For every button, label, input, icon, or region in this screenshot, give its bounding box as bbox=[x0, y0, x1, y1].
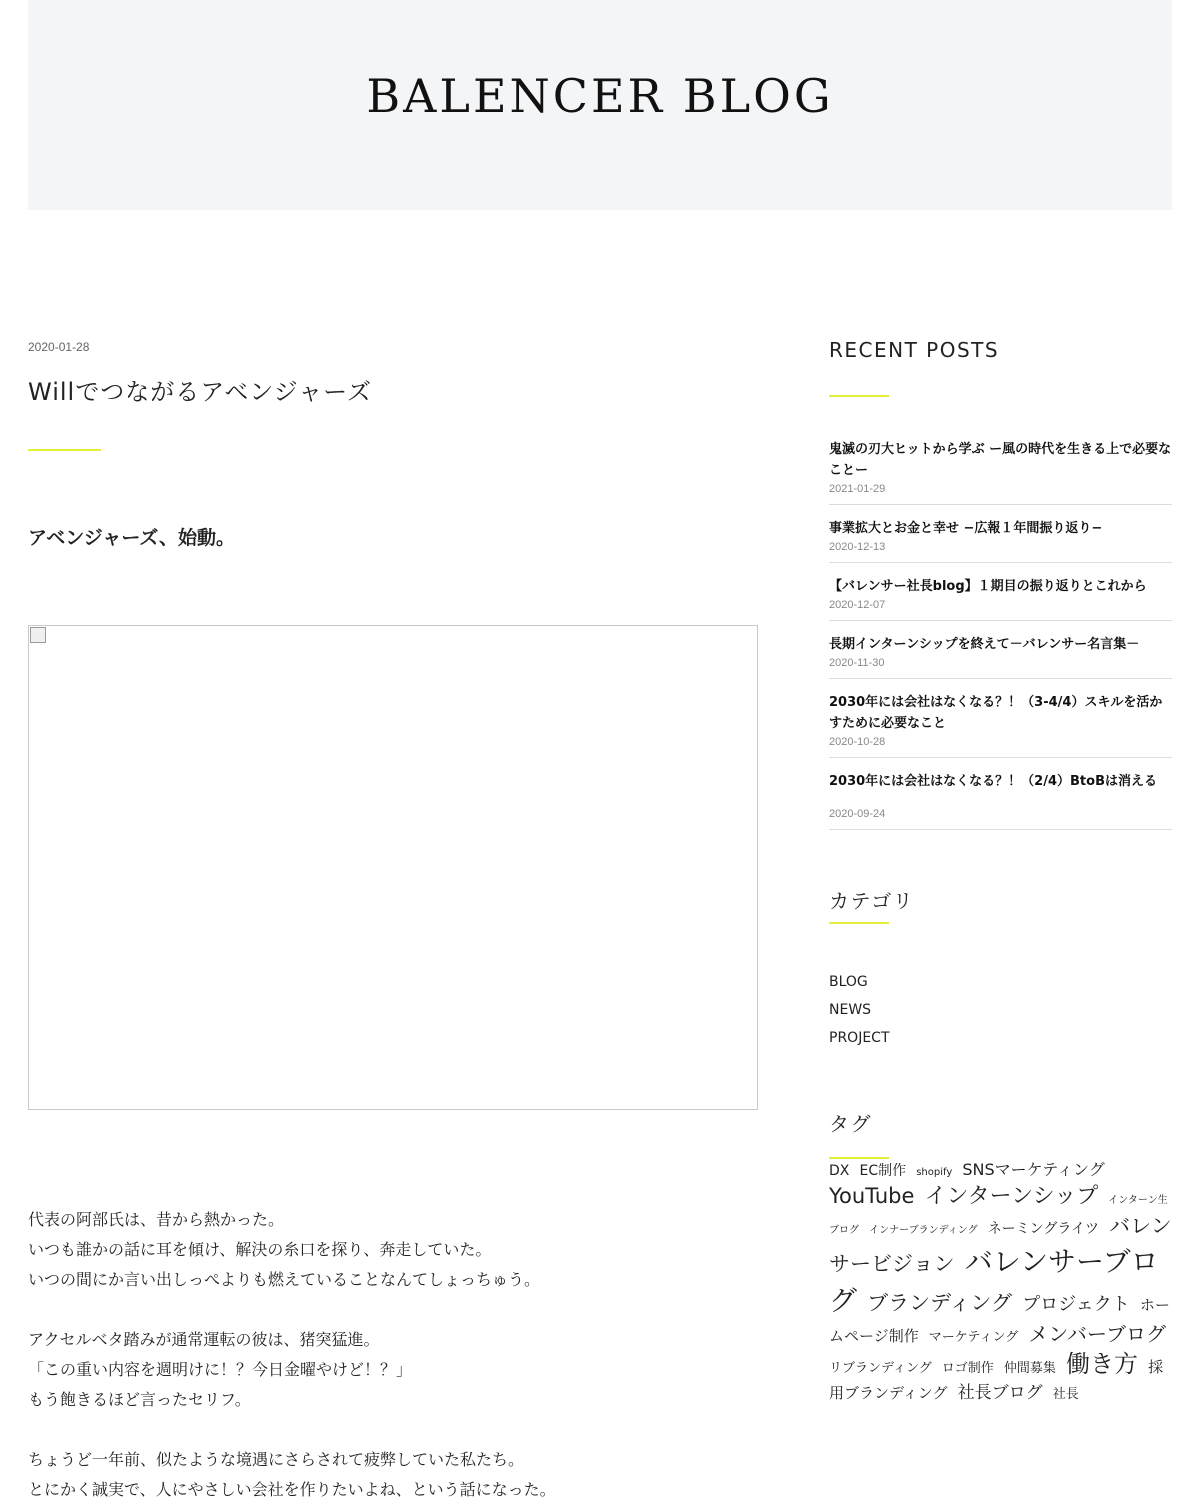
tag-link[interactable]: EC制作 bbox=[859, 1163, 907, 1179]
post-article bbox=[28, 340, 758, 1499]
site-header bbox=[28, 0, 1172, 210]
post-title: Willでつながるアベンジャーズ bbox=[28, 378, 372, 406]
category-accent-line bbox=[829, 922, 889, 924]
tag-link[interactable]: プロジェクト bbox=[1022, 1293, 1130, 1315]
recent-post-date: 2020-12-13 bbox=[829, 541, 886, 553]
tag-link[interactable]: 社長 bbox=[1052, 1386, 1079, 1402]
post-line: もう飽きるほど言ったセリフ。 bbox=[28, 1390, 251, 1409]
recent-post-item bbox=[829, 771, 1172, 830]
category-title: カテゴリ bbox=[829, 889, 915, 913]
sidebar bbox=[829, 338, 1172, 1406]
recent-post-date: 2020-11-30 bbox=[829, 657, 885, 669]
site-logo-link[interactable]: BALENCER BLOG bbox=[366, 69, 834, 123]
recent-post-date: 2020-12-07 bbox=[829, 599, 886, 611]
recent-post-date: 2021-01-29 bbox=[829, 483, 886, 495]
category-item bbox=[829, 968, 1172, 996]
tag-link[interactable]: インターン生ブログ bbox=[829, 1194, 1168, 1237]
recent-post-link[interactable]: 2030年には会社はなくなる？！（3-4/4）スキルを活かすために必要なこと bbox=[829, 695, 1163, 731]
category-item bbox=[829, 1024, 1172, 1052]
post-body bbox=[28, 1205, 758, 1500]
tag-link[interactable]: インナーブランディング bbox=[869, 1225, 978, 1237]
broken-image-icon bbox=[30, 627, 46, 643]
post-date: 2020-01-28 bbox=[28, 340, 90, 354]
post-line: とにかく誠実で、人にやさしい会社を作りたいよね、という話になった。 bbox=[28, 1480, 556, 1499]
tag-link[interactable]: インターンシップ bbox=[924, 1183, 1099, 1209]
recent-post-link[interactable]: 2030年には会社はなくなる？！（2/4）BtoBは消える bbox=[829, 774, 1157, 789]
tag-link[interactable]: 社長ブログ bbox=[957, 1382, 1043, 1403]
tag-link[interactable]: メンバーブログ bbox=[1028, 1322, 1166, 1347]
category-widget bbox=[829, 885, 1172, 1052]
post-paragraph bbox=[28, 1325, 758, 1415]
tag-link[interactable]: 働き方 bbox=[1066, 1350, 1139, 1379]
tag-widget bbox=[829, 1108, 1172, 1406]
post-line: いつも誰かの話に耳を傾け、解決の糸口を探り、奔走していた。 bbox=[28, 1240, 492, 1259]
tag-link[interactable]: YouTube bbox=[829, 1183, 915, 1208]
recent-posts-widget bbox=[829, 338, 1172, 830]
post-line: いつの間にか言い出しっぺよりも燃えていることなんてしょっちゅう。 bbox=[28, 1270, 541, 1289]
tag-link[interactable]: 採用ブランディング bbox=[829, 1358, 1164, 1402]
recent-post-date: 2020-10-28 bbox=[829, 736, 886, 748]
recent-post-link[interactable]: 長期インターンシップを終えて－バレンサー名言集－ bbox=[829, 637, 1140, 652]
tag-link[interactable]: リブランディング bbox=[829, 1361, 932, 1377]
recent-post-link[interactable]: 事業拡大とお金と幸せ −広報１年間振り返り− bbox=[829, 521, 1103, 536]
recent-post-link[interactable]: 鬼滅の刃大ヒットから学ぶ ー風の時代を生きる上で必要なことー bbox=[829, 442, 1172, 478]
category-link-blog[interactable]: BLOG bbox=[829, 974, 868, 990]
recent-posts-title: RECENT POSTS bbox=[829, 338, 1000, 362]
tag-link[interactable]: 仲間募集 bbox=[1003, 1361, 1056, 1377]
post-line: 代表の阿部氏は、昔から熱かった。 bbox=[28, 1210, 285, 1229]
tag-link[interactable]: shopify bbox=[916, 1167, 953, 1178]
category-list bbox=[829, 968, 1172, 1052]
tag-link[interactable]: ブランディング bbox=[867, 1290, 1013, 1315]
title-accent-line bbox=[28, 449, 101, 451]
post-paragraph bbox=[28, 1445, 758, 1500]
recent-post-item bbox=[829, 576, 1172, 621]
recent-posts-list bbox=[829, 439, 1172, 830]
tag-link[interactable]: ホームページ制作 bbox=[829, 1295, 1170, 1346]
tag-title: タグ bbox=[829, 1112, 872, 1136]
tag-link[interactable]: SNSマーケティング bbox=[962, 1160, 1105, 1179]
post-paragraph bbox=[28, 1205, 758, 1295]
recent-post-date: 2020-09-24 bbox=[829, 808, 886, 820]
tag-link[interactable]: DX bbox=[829, 1163, 850, 1179]
recent-post-item bbox=[829, 634, 1172, 679]
tag-link[interactable]: バレンサーブログ bbox=[829, 1244, 1159, 1317]
category-link-project[interactable]: PROJECT bbox=[829, 1030, 890, 1046]
category-link-news[interactable]: NEWS bbox=[829, 1002, 872, 1018]
recent-post-item bbox=[829, 692, 1172, 758]
post-line: 「この重い内容を週明けに！？今日金曜やけど！？」 bbox=[28, 1360, 413, 1379]
post-image-placeholder bbox=[28, 625, 758, 1110]
tag-link[interactable]: ロゴ制作 bbox=[941, 1361, 994, 1377]
recent-post-item bbox=[829, 439, 1172, 505]
tag-link[interactable]: ネーミングライツ bbox=[987, 1221, 1099, 1238]
post-lead-heading: アベンジャーズ、始動。 bbox=[28, 527, 236, 549]
tag-link[interactable]: バレンサービジョン bbox=[829, 1214, 1172, 1276]
recent-post-link[interactable]: 【バレンサー社長blog】１期目の振り返りとこれから bbox=[829, 579, 1147, 594]
tag-cloud bbox=[829, 1159, 1172, 1406]
recent-posts-accent-line bbox=[829, 395, 889, 397]
recent-post-item bbox=[829, 518, 1172, 563]
category-item bbox=[829, 996, 1172, 1024]
post-line: ちょうど一年前、似たような境遇にさらされて疲弊していた私たち。 bbox=[28, 1450, 525, 1469]
post-line: アクセルベタ踏みが通常運転の彼は、猪突猛進。 bbox=[28, 1330, 380, 1349]
tag-link[interactable]: マーケティング bbox=[928, 1330, 1019, 1346]
